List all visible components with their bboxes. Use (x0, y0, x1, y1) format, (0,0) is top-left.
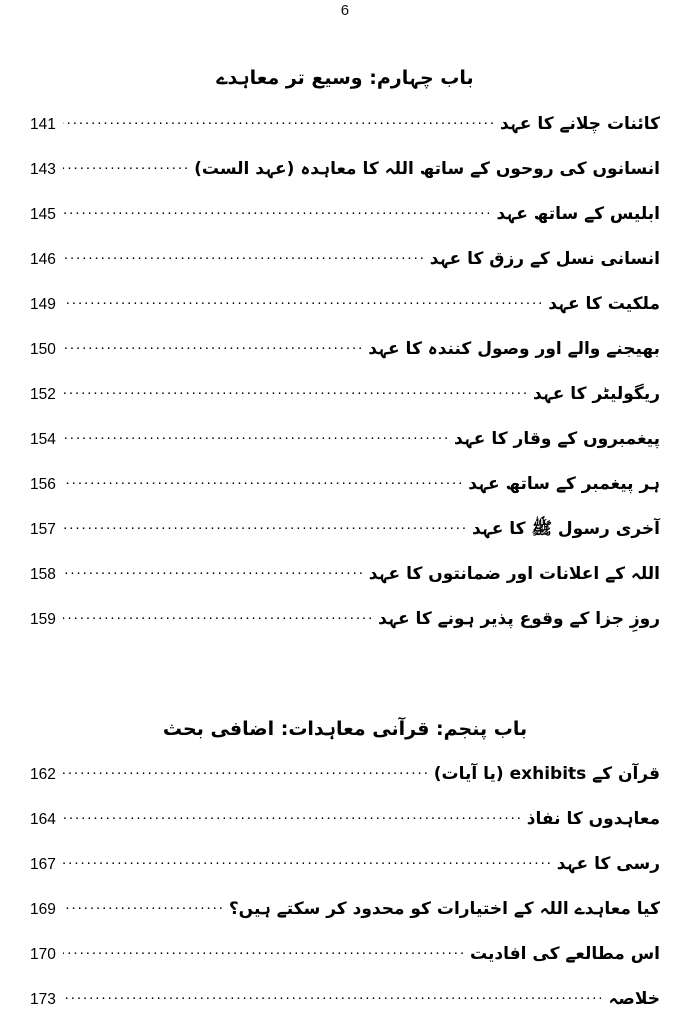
toc-row[interactable] (30, 383, 660, 428)
dot-leader (63, 808, 520, 824)
toc-entry-page: 154 (30, 430, 56, 448)
dot-leader (63, 473, 461, 489)
toc-row[interactable] (30, 473, 660, 518)
toc-row[interactable] (30, 943, 660, 988)
dot-leader (63, 248, 423, 264)
toc-row[interactable] (30, 988, 660, 1033)
chapter-heading-five: باب پنجم: قرآنی معاہدات: اضافی بحث (162, 717, 528, 740)
toc-entry-title: بھیجنے والے اور وصول کنندہ کا عہد (368, 338, 660, 359)
toc-entry-page: 173 (30, 991, 56, 1008)
toc-row[interactable] (30, 158, 660, 203)
toc-entry-page: 143 (30, 160, 56, 178)
toc-entry-title: آخری رسول ﷺ کا عہد (471, 518, 660, 539)
toc-entry-page: 162 (30, 766, 56, 783)
dot-leader (63, 988, 601, 1004)
toc-entry-page: 141 (30, 115, 56, 133)
dot-leader (63, 763, 427, 779)
dot-leader (63, 898, 222, 914)
toc-row[interactable] (30, 518, 660, 563)
toc-row[interactable] (30, 853, 660, 898)
toc-entry-title: قرآن کے exhibits (یا آیات) (433, 764, 660, 784)
toc-entry-title: ابلیس کے ساتھ عہد (496, 203, 660, 224)
toc-entry-title: روزِ جزا کے وقوع پذیر ہونے کا عہد (378, 608, 660, 629)
toc-row[interactable] (30, 293, 660, 338)
toc-entry-title: انسانوں کی روحوں کے ساتھ اللہ کا معاہدہ (عہد الست) (194, 158, 660, 179)
dot-leader (63, 203, 489, 219)
toc-row[interactable] (30, 608, 660, 653)
toc-row[interactable] (30, 898, 660, 943)
dot-leader (63, 563, 362, 579)
toc-row[interactable] (30, 563, 660, 608)
dot-leader (63, 428, 447, 444)
toc-entry-page: 146 (30, 250, 56, 268)
toc-row[interactable] (30, 113, 660, 158)
toc-entry-title: رسی کا عہد (556, 854, 660, 874)
dot-leader (63, 383, 526, 399)
toc-row[interactable] (30, 428, 660, 473)
toc-entry-page: 149 (30, 295, 56, 313)
toc-row[interactable] (30, 808, 660, 853)
dot-leader (63, 943, 463, 959)
toc-entry-page: 164 (30, 811, 56, 828)
toc-entry-title: معاہدوں کا نفاذ (526, 809, 660, 829)
dot-leader (63, 113, 493, 129)
toc-entry-page: 170 (30, 946, 56, 963)
toc-entry-title: اللہ کے اعلانات اور ضمانتوں کا عہد (368, 563, 660, 584)
toc-entry-title: انسانی نسل کے رزق کا عہد (429, 248, 660, 269)
toc-entry-page: 157 (30, 520, 56, 538)
toc-row[interactable] (30, 338, 660, 383)
dot-leader (63, 853, 550, 869)
dot-leader (63, 158, 187, 174)
toc-row[interactable] (30, 248, 660, 293)
toc-entry-title: اس مطالعے کی افادیت (470, 944, 660, 964)
toc-entry-page: 169 (30, 901, 56, 918)
toc-entry-title: خلاصہ (608, 989, 660, 1009)
toc-row[interactable] (30, 763, 660, 808)
toc-entry-title: ریگولیٹر کا عہد (532, 383, 660, 404)
dot-leader (63, 608, 371, 624)
toc-entry-title: کیا معاہدے اللہ کے اختیارات کو محدود کر سکتے ہیں؟ (228, 899, 660, 919)
toc-entry-page: 156 (30, 475, 56, 493)
toc-entry-page: 167 (30, 856, 56, 873)
toc-list-chapter-five (30, 763, 660, 1033)
dot-leader (63, 338, 361, 354)
toc-entry-page: 150 (30, 340, 56, 358)
toc-content (0, 48, 690, 1033)
page-number: 6 (340, 2, 350, 19)
toc-entry-page: 152 (30, 385, 56, 403)
toc-entry-title: ملکیت کا عہد (548, 293, 660, 314)
toc-row[interactable] (30, 203, 660, 248)
toc-entry-page: 158 (30, 565, 56, 583)
toc-entry-page: 145 (30, 205, 56, 223)
dot-leader (63, 293, 541, 309)
toc-entry-title: پیغمبروں کے وقار کا عہد (454, 428, 660, 449)
chapter-heading-four: باب چہارم: وسیع تر معاہدے (216, 67, 474, 89)
toc-entry-page: 159 (30, 610, 56, 628)
dot-leader (63, 518, 465, 534)
toc-entry-title: ہر پیغمبر کے ساتھ عہد (468, 473, 660, 494)
toc-entry-title: کائنات چلانے کا عہد (500, 113, 660, 134)
toc-list-chapter-four (30, 113, 660, 653)
